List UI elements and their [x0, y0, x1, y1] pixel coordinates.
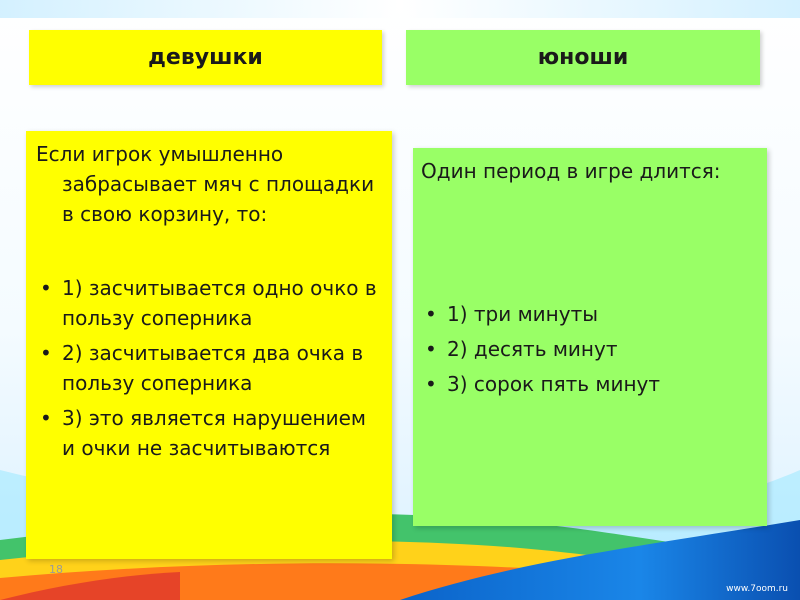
header-boys-label: юноши [537, 45, 629, 70]
girls-question-text: Если игрок умышленно забрасывает мяч с площадки в свою корзину, то: [36, 142, 375, 226]
header-boys [406, 30, 760, 85]
boys-answer-item [421, 334, 753, 364]
bullet-icon: • [40, 406, 52, 430]
girls-answer-text: 2) засчитывается два очка в пользу соперника [62, 341, 364, 395]
slide-number: 18 [49, 563, 63, 576]
bullet-icon: • [40, 341, 52, 365]
header-girls [29, 30, 382, 85]
boys-answer-text: 3) сорок пять минут [447, 372, 661, 396]
girls-question-panel [26, 131, 392, 559]
girls-answer-text: 3) это является нарушением и очки не засчитываются [62, 406, 367, 460]
bullet-icon: • [425, 337, 437, 361]
girls-answer-item [36, 338, 378, 398]
watermark: www.7oom.ru [726, 584, 788, 594]
girls-answer-item [36, 273, 378, 333]
boys-answer-item [421, 299, 753, 329]
bullet-icon: • [40, 276, 52, 300]
boys-answer-item [421, 369, 753, 399]
boys-question-panel [413, 148, 767, 526]
bullet-icon: • [425, 372, 437, 396]
boys-answer-text: 1) три минуты [447, 302, 599, 326]
girls-answer-list [36, 273, 378, 463]
boys-answer-list [421, 299, 753, 399]
boys-question-text: Один период в игре длится: [421, 159, 721, 183]
girls-answer-text: 1) засчитывается одно очко в пользу соперника [62, 276, 377, 330]
header-girls-label: девушки [148, 45, 263, 70]
bullet-icon: • [425, 302, 437, 326]
boys-answer-text: 2) десять минут [447, 337, 618, 361]
girls-answer-item [36, 403, 378, 463]
